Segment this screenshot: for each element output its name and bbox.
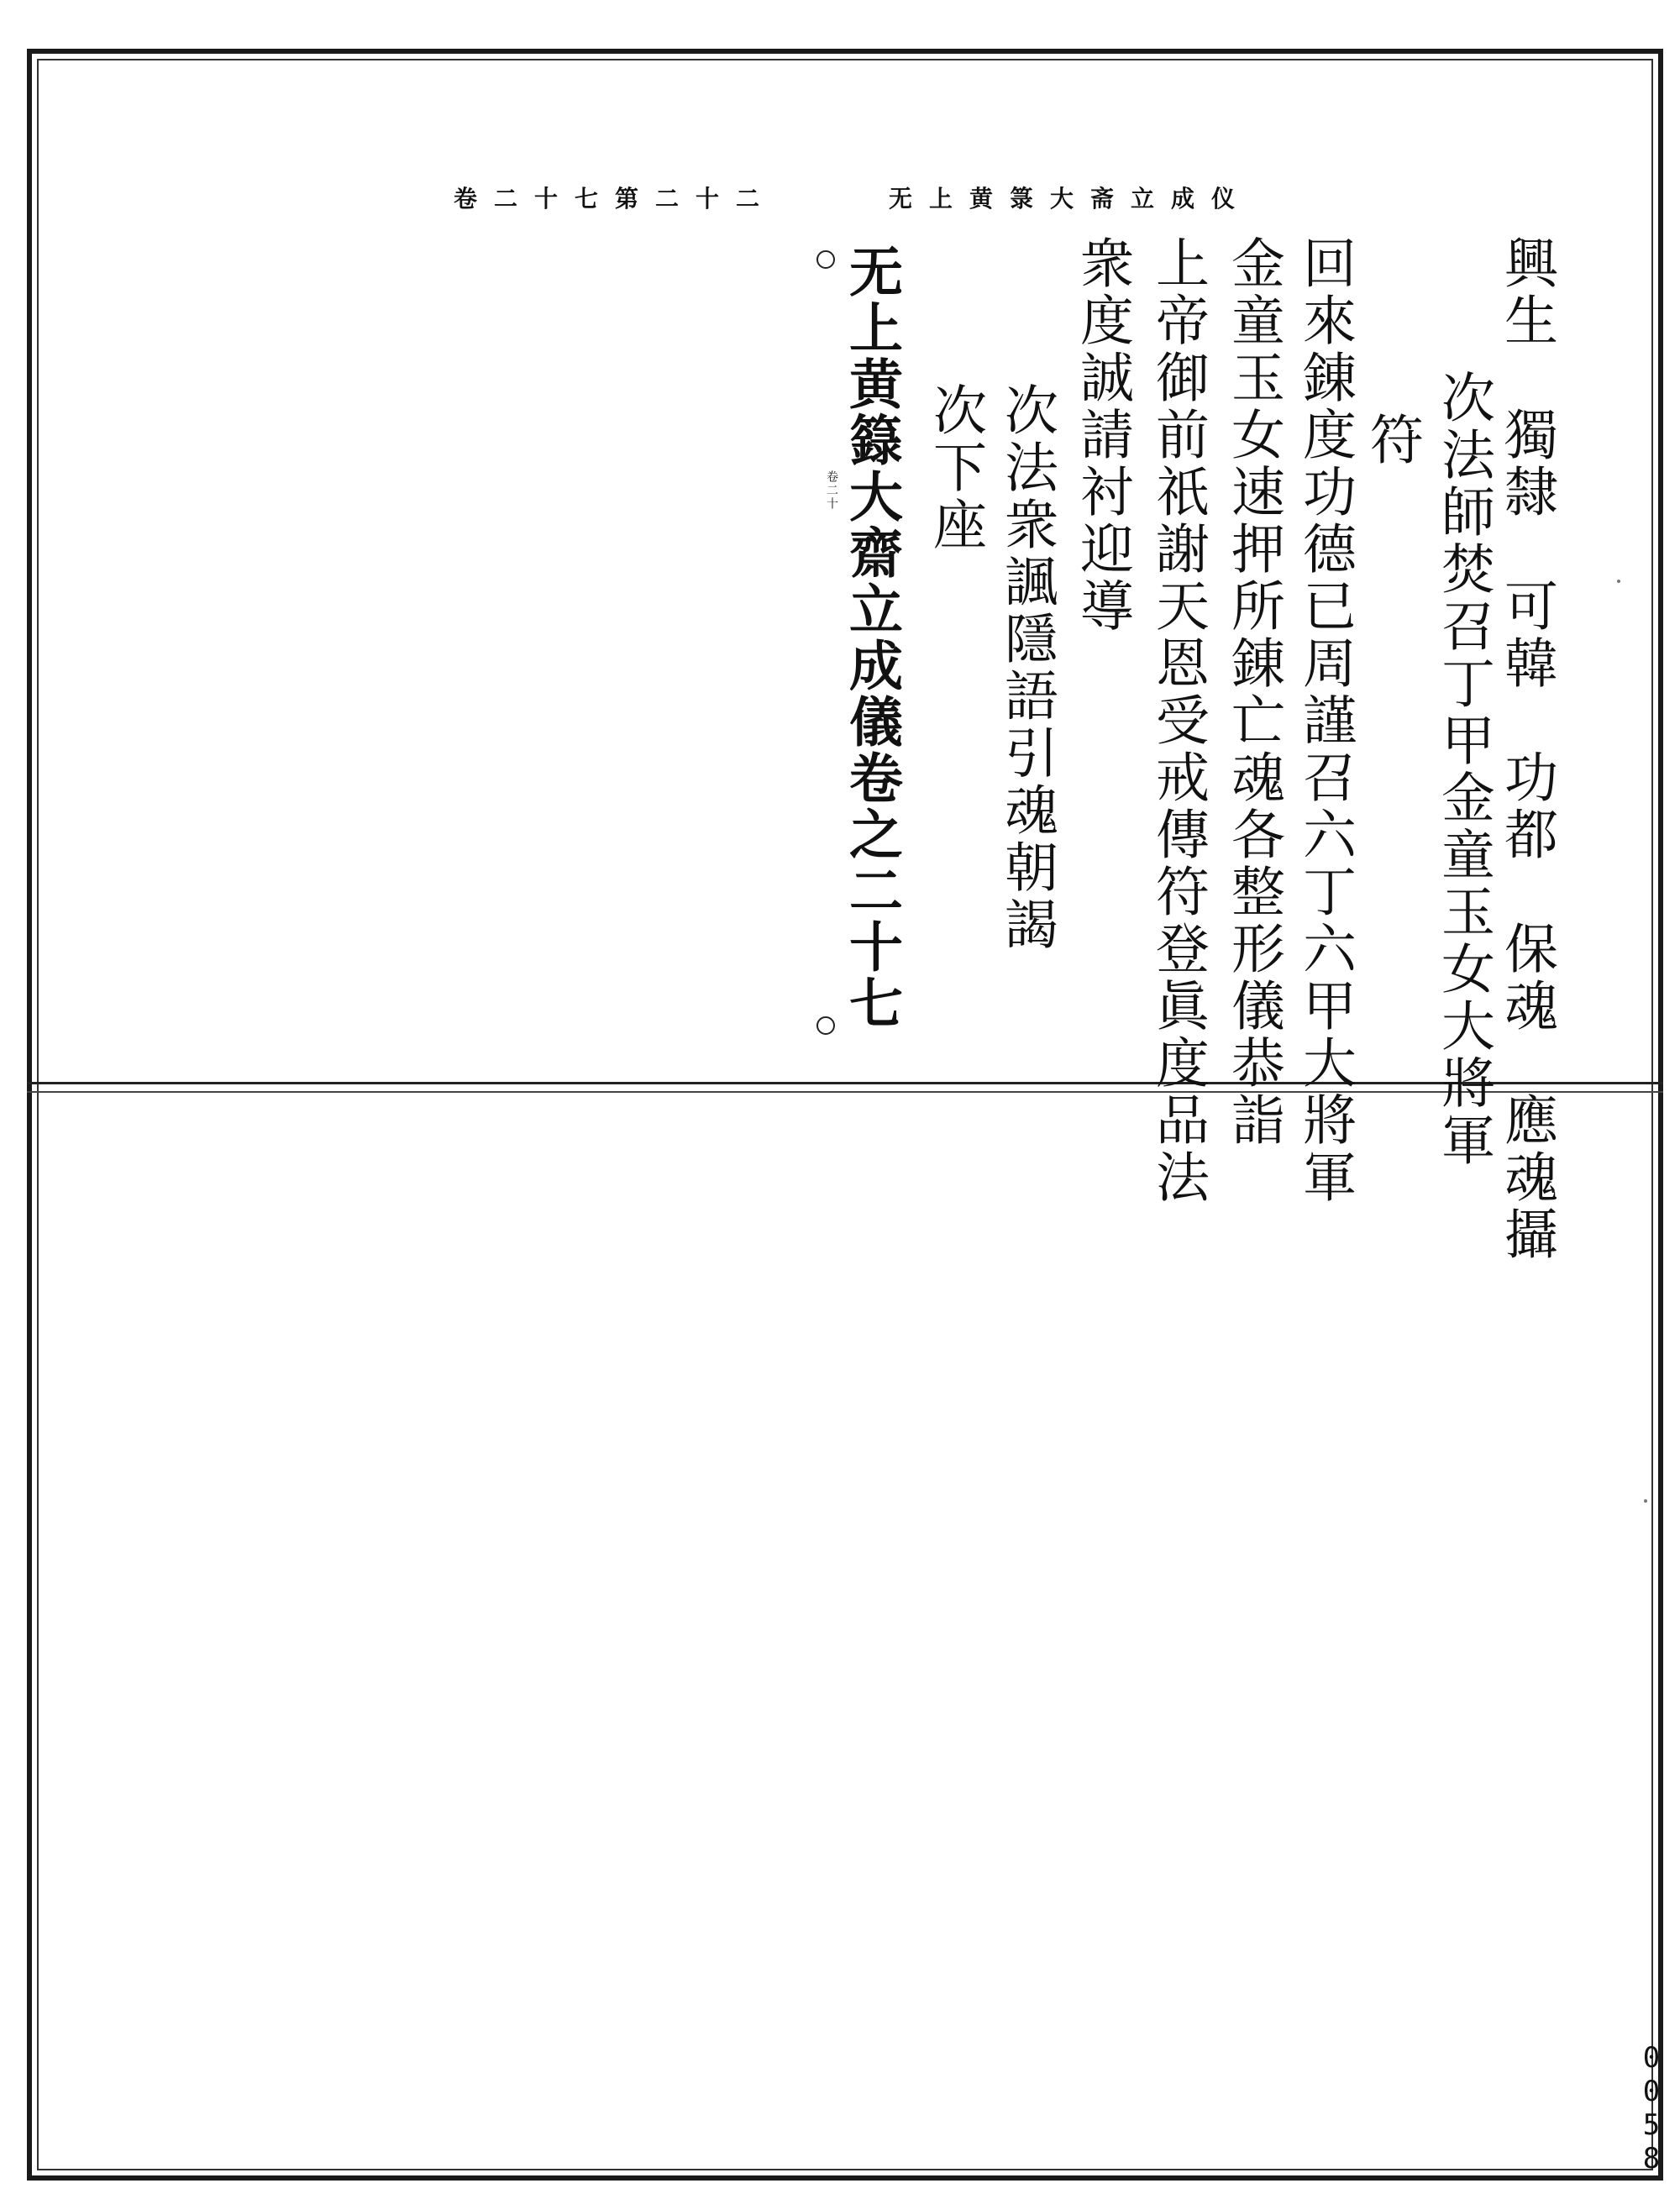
text-column-6: 上帝御前祇謝天恩受戒傳符登眞度品法 (1147, 235, 1209, 1206)
text-column-9: 次下座 (924, 382, 986, 554)
text-column-1: 興生 獨隸 可韓 功都 保魂 應魂攝 (1495, 235, 1557, 1263)
page-number-digit: 5 (1642, 2108, 1661, 2142)
scan-speck (1617, 580, 1620, 583)
page-number-digit: 8 (1642, 2142, 1661, 2175)
text-column-2: 次法師焚召丁甲金童玉女大將軍 (1432, 370, 1494, 1169)
circle-mark-top (816, 250, 835, 269)
text-column-4: 回來錬度功德已周謹召六丁六甲大將軍 (1294, 235, 1356, 1206)
running-head-volume: 卷二十七第二十二 (454, 185, 777, 213)
page-number (1636, 2041, 1667, 2175)
page-number-digit: 0 (1642, 2075, 1661, 2108)
fold-divider (27, 1082, 1663, 1084)
text-column-3: 符 (1361, 412, 1423, 469)
running-head-title: 无上黄箓大斋立成仪 (888, 185, 1252, 213)
text-column-7: 衆度誠請衬迎導 (1071, 235, 1133, 635)
running-head (454, 172, 1252, 223)
page-number-digit: 0 (1642, 2041, 1661, 2075)
small-margin-note: 卷二十 (825, 470, 838, 511)
text-column-10: 无上黄籙大齋立成儀卷之二十七 (840, 244, 903, 1031)
text-column-5: 金童玉女速押所錬亡魂各整形儀恭詣 (1222, 235, 1284, 1149)
text-column-8: 次法衆諷隱語引魂朝謁 (995, 382, 1058, 953)
circle-mark-bottom (816, 1016, 835, 1035)
scan-speck (1644, 1499, 1647, 1503)
